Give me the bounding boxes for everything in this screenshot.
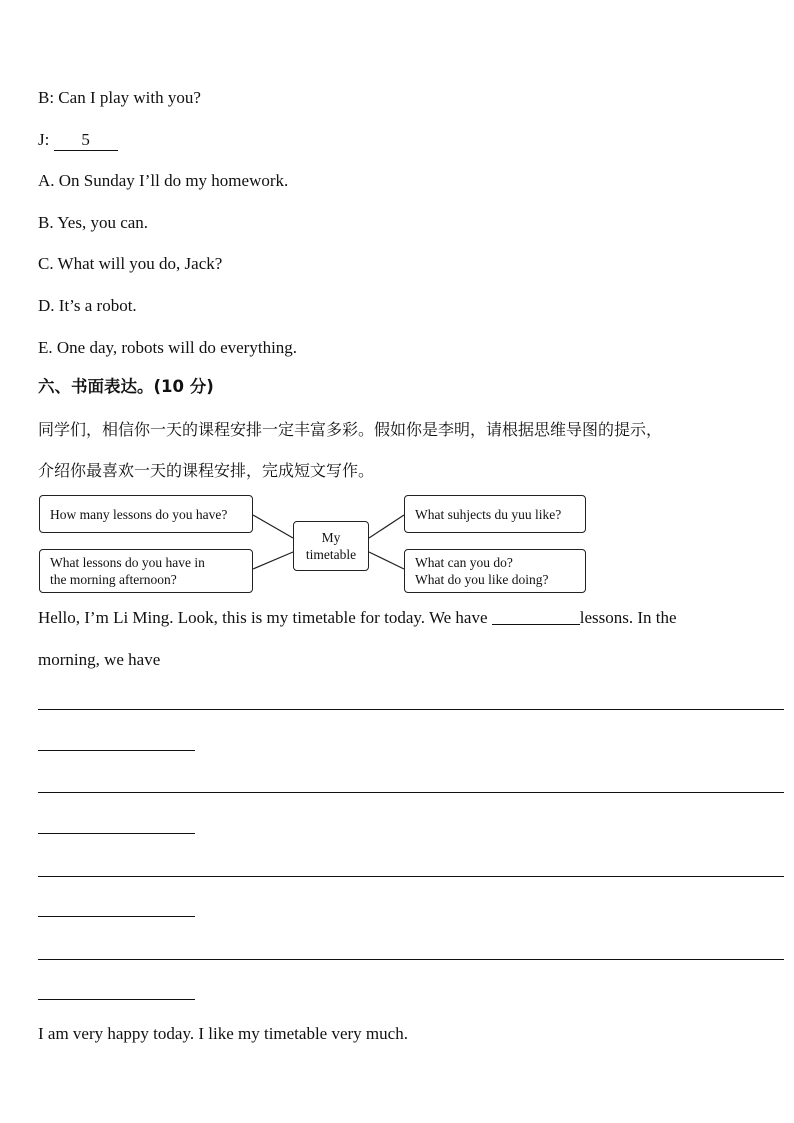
- option-d: D. It’s a robot.: [38, 296, 137, 315]
- mind-map-box-abilities: [404, 549, 586, 593]
- dialogue-line-j-speaker: J:: [38, 130, 54, 149]
- lessons-count-blank[interactable]: [492, 608, 580, 625]
- mind-map-box-subjects-text: What suhjects du yuu like?: [415, 506, 562, 522]
- mind-map-box-lessons-schedule-line1: What lessons do you have in: [50, 555, 205, 570]
- option-c: C. What will you do, Jack?: [38, 254, 223, 273]
- option-b: B. Yes, you can.: [38, 213, 149, 232]
- dialogue-line-b: B: Can I play with you?: [38, 88, 201, 107]
- mind-map-box-lessons-schedule: [39, 549, 253, 593]
- dialogue-line-j: [38, 130, 118, 151]
- section-instruction-1: 同学们，相信你一天的课程安排一定丰富多彩。假如你是李明，请根据思维导图的提示，: [38, 420, 663, 439]
- section-instruction-2: 介绍你最喜欢一天的课程安排，完成短文写作。: [38, 461, 375, 480]
- mind-map: [36, 492, 592, 596]
- mind-map-box-lessons-count-text: How many lessons do you have?: [50, 506, 228, 522]
- essay-intro-part1: Hello, I’m Li Ming. Look, this is my timetable for today. We have: [38, 608, 492, 627]
- writing-line-7[interactable]: [38, 959, 784, 960]
- mind-map-box-lessons-count: [39, 495, 253, 533]
- mind-map-box-subjects: [404, 495, 586, 533]
- option-e: E. One day, robots will do everything.: [38, 338, 298, 357]
- option-a: A. On Sunday I’ll do my homework.: [38, 171, 289, 190]
- essay-intro-part2: lessons. In the: [579, 608, 677, 627]
- mind-map-center-line1: My: [321, 530, 341, 545]
- mind-map-center-line2: timetable: [305, 547, 357, 562]
- mind-map-box-lessons-schedule-line2: the morning afternoon?: [50, 572, 177, 587]
- writing-line-8[interactable]: [38, 999, 195, 1000]
- essay-intro: [38, 608, 677, 628]
- writing-line-6[interactable]: [38, 916, 195, 917]
- essay-intro-line2: morning, we have: [38, 650, 161, 669]
- section-heading: 六、书面表达。(10 分): [38, 377, 214, 396]
- mind-map-center: [293, 521, 369, 571]
- mind-map-box-abilities-line1: What can you do?: [415, 555, 513, 570]
- essay-closing: I am very happy today. I like my timetable very much.: [38, 1024, 408, 1043]
- mind-map-box-abilities-line2: What do you like doing?: [415, 572, 549, 587]
- answer-blank-5[interactable]: 5: [54, 130, 118, 151]
- writing-line-5[interactable]: [38, 876, 784, 877]
- writing-line-3[interactable]: [38, 792, 784, 793]
- writing-line-4[interactable]: [38, 833, 195, 834]
- writing-line-1[interactable]: [38, 709, 784, 710]
- writing-line-2[interactable]: [38, 750, 195, 751]
